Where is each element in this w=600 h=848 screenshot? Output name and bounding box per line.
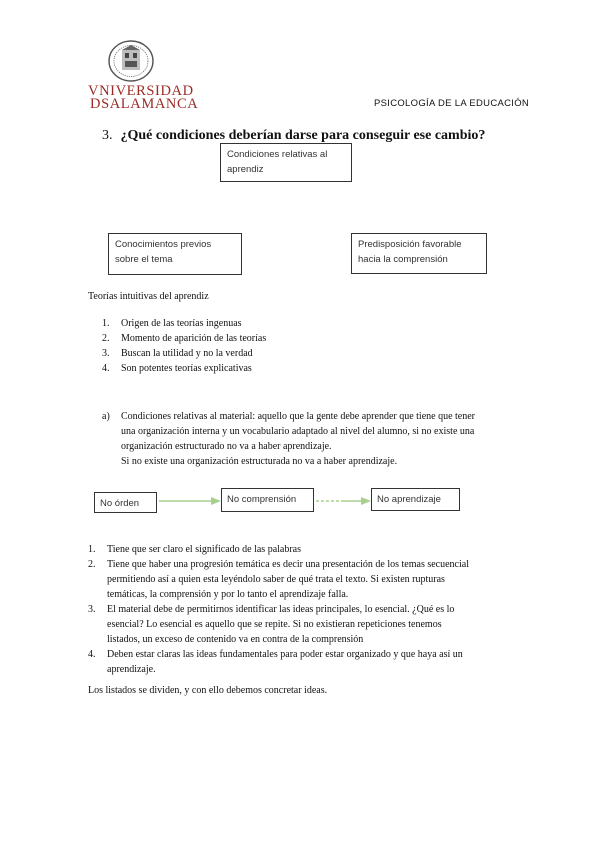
list-item xyxy=(88,647,518,677)
arrow-right-icon xyxy=(158,496,222,506)
list-number: 2. xyxy=(102,333,110,344)
arrow-right-icon xyxy=(315,496,372,506)
list-number: 3. xyxy=(102,348,110,359)
list-text: listados, un exceso de contenido va en contra de la comprensión xyxy=(107,634,364,645)
material-list xyxy=(88,542,518,677)
list-item xyxy=(102,331,266,346)
list-text: El material debe de permitirnos identificar las ideas principales, lo esencial. ¿Qué es lo xyxy=(107,604,455,615)
box-line: Predisposición favorable xyxy=(358,239,462,250)
list-item xyxy=(102,346,266,361)
paragraph-line: Condiciones relativas al material: aquello que la gente debe aprender que tiene que tener xyxy=(121,411,476,422)
question-heading xyxy=(102,128,485,144)
question-text: ¿Qué condiciones deberían darse para conseguir ese cambio? xyxy=(120,128,486,143)
list-text: Son potentes teorías explicativas xyxy=(121,363,252,374)
list-text: esencial? Lo esencial es aquello que se repite. Si no existieran repeticiones tenemos xyxy=(107,619,442,630)
list-text: Tiene que haber una progresión temática es decir una presentación de los temas secuencial xyxy=(107,559,469,570)
subject-header: PSICOLOGÍA DE LA EDUCACIÓN xyxy=(374,98,530,109)
list-text: Tiene que ser claro el significado de las palabras xyxy=(107,544,302,555)
list-text: Buscan la utilidad y no la verdad xyxy=(121,348,253,359)
teorias-list xyxy=(102,316,266,376)
paragraph-line: una organización interna y un vocabulario adaptado al nivel del alumno, si no existe una xyxy=(121,426,475,437)
flow-box-no-aprendizaje: No aprendizaje xyxy=(371,488,460,511)
list-item xyxy=(88,542,518,557)
section-a-paragraph xyxy=(102,409,522,469)
list-text: Origen de las teorías ingenuas xyxy=(121,318,242,329)
flow-box-no-comprension: No comprensión xyxy=(221,488,314,512)
teorias-title: Teorías intuitivas del aprendiz xyxy=(88,291,209,302)
list-text: Momento de aparición de las teorías xyxy=(121,333,267,344)
list-number: 3. xyxy=(88,604,96,615)
conclusion-text: Los listados se dividen, y con ello debemos concretar ideas. xyxy=(88,685,328,696)
section-label: a) xyxy=(102,411,110,422)
list-number: 1. xyxy=(88,544,96,555)
list-number: 2. xyxy=(88,559,96,570)
question-number: 3. xyxy=(102,128,113,143)
box-line: aprendiz xyxy=(227,164,264,175)
box-line: sobre el tema xyxy=(115,254,173,265)
box-predisposicion-favorable xyxy=(351,233,487,274)
box-line: Condiciones relativas al xyxy=(227,149,328,160)
list-item xyxy=(88,557,518,602)
flow-box-no-orden: No órden xyxy=(94,492,157,513)
list-item xyxy=(88,602,518,647)
paragraph-line: Si no existe una organización estructurada no va a haber aprendizaje. xyxy=(121,456,398,467)
logo-line-2: DSALAMANCA xyxy=(90,96,199,112)
list-item xyxy=(102,316,266,331)
list-text: aprendizaje. xyxy=(107,664,156,675)
box-line: Conocimientos previos xyxy=(115,239,212,250)
list-text: temáticas, la comprensión y por lo tanto el aprendizaje falla. xyxy=(107,589,349,600)
paragraph-line: organización estructurado no va a haber aprendizaje. xyxy=(121,441,332,452)
list-text: permitiendo así a quien esta leyéndolo saber de qué trata el texto. Si existen rupturas xyxy=(107,574,445,585)
list-number: 4. xyxy=(88,649,96,660)
university-seal-icon xyxy=(107,40,155,82)
list-text: Deben estar claras las ideas fundamentales para poder estar organizado y que haya así un xyxy=(107,649,463,660)
logo-line-1: VNIVERSIDAD xyxy=(88,83,194,99)
box-condiciones-aprendiz xyxy=(220,143,352,182)
box-line: hacia la comprensión xyxy=(358,254,448,265)
box-conocimientos-previos xyxy=(108,233,242,275)
list-item xyxy=(102,361,266,376)
list-number: 4. xyxy=(102,363,110,374)
list-number: 1. xyxy=(102,318,110,329)
